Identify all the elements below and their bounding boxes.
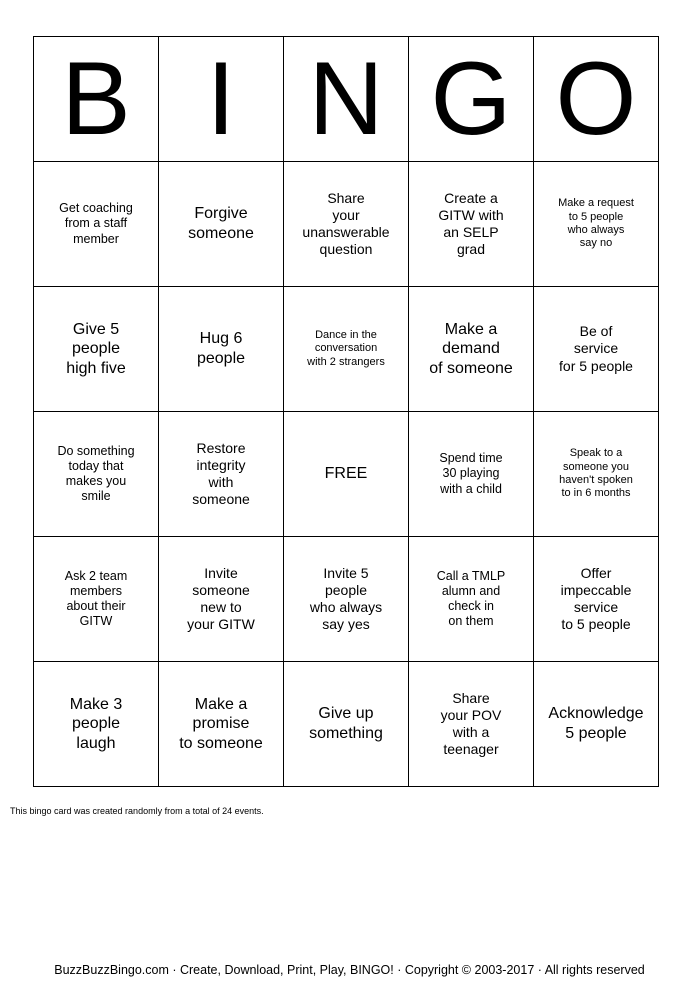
bingo-card [33, 36, 659, 787]
bingo-cell: Make a request to 5 people who always say no [534, 162, 659, 287]
bingo-cell: Spend time 30 playing with a child [409, 412, 534, 537]
bingo-cell: Make 3 people laugh [34, 662, 159, 787]
bingo-cell: Get coaching from a staff member [34, 162, 159, 287]
bingo-cell: Give up something [284, 662, 409, 787]
bingo-cell: Do something today that makes you smile [34, 412, 159, 537]
bingo-cell: Make a demand of someone [409, 287, 534, 412]
header-letter-n: N [284, 37, 409, 162]
bingo-row [34, 662, 659, 787]
header-letter-g: G [409, 37, 534, 162]
bingo-cell: Ask 2 team members about their GITW [34, 537, 159, 662]
bingo-row [34, 287, 659, 412]
bingo-cell: Forgive someone [159, 162, 284, 287]
bingo-cell: Speak to a someone you haven't spoken to in 6 months [534, 412, 659, 537]
bingo-cell: Share your unanswerable question [284, 162, 409, 287]
header-letter-i: I [159, 37, 284, 162]
bingo-cell: Give 5 people high five [34, 287, 159, 412]
bingo-row [34, 162, 659, 287]
bingo-cell: Restore integrity with someone [159, 412, 284, 537]
bingo-cell: Call a TMLP alumn and check in on them [409, 537, 534, 662]
bingo-row [34, 412, 659, 537]
bingo-cell: Hug 6 people [159, 287, 284, 412]
bingo-row [34, 537, 659, 662]
bingo-cell: Dance in the conversation with 2 strangers [284, 287, 409, 412]
bingo-cell: Create a GITW with an SELP grad [409, 162, 534, 287]
header-letter-o: O [534, 37, 659, 162]
bingo-cell: Acknowledge 5 people [534, 662, 659, 787]
bingo-cell: Offer impeccable service to 5 people [534, 537, 659, 662]
header-letter-b: B [34, 37, 159, 162]
bingo-cell: Invite someone new to your GITW [159, 537, 284, 662]
free-space-cell: FREE [284, 412, 409, 537]
site-footer: BuzzBuzzBingo.com · Create, Download, Print, Play, BINGO! · Copyright © 2003-2017 · All rights reserved [54, 963, 645, 977]
bingo-cell: Be of service for 5 people [534, 287, 659, 412]
bingo-cell: Make a promise to someone [159, 662, 284, 787]
bingo-cell: Share your POV with a teenager [409, 662, 534, 787]
bingo-cell: Invite 5 people who always say yes [284, 537, 409, 662]
header-row [34, 37, 659, 162]
card-generation-note: This bingo card was created randomly from a total of 24 events. [10, 806, 264, 816]
